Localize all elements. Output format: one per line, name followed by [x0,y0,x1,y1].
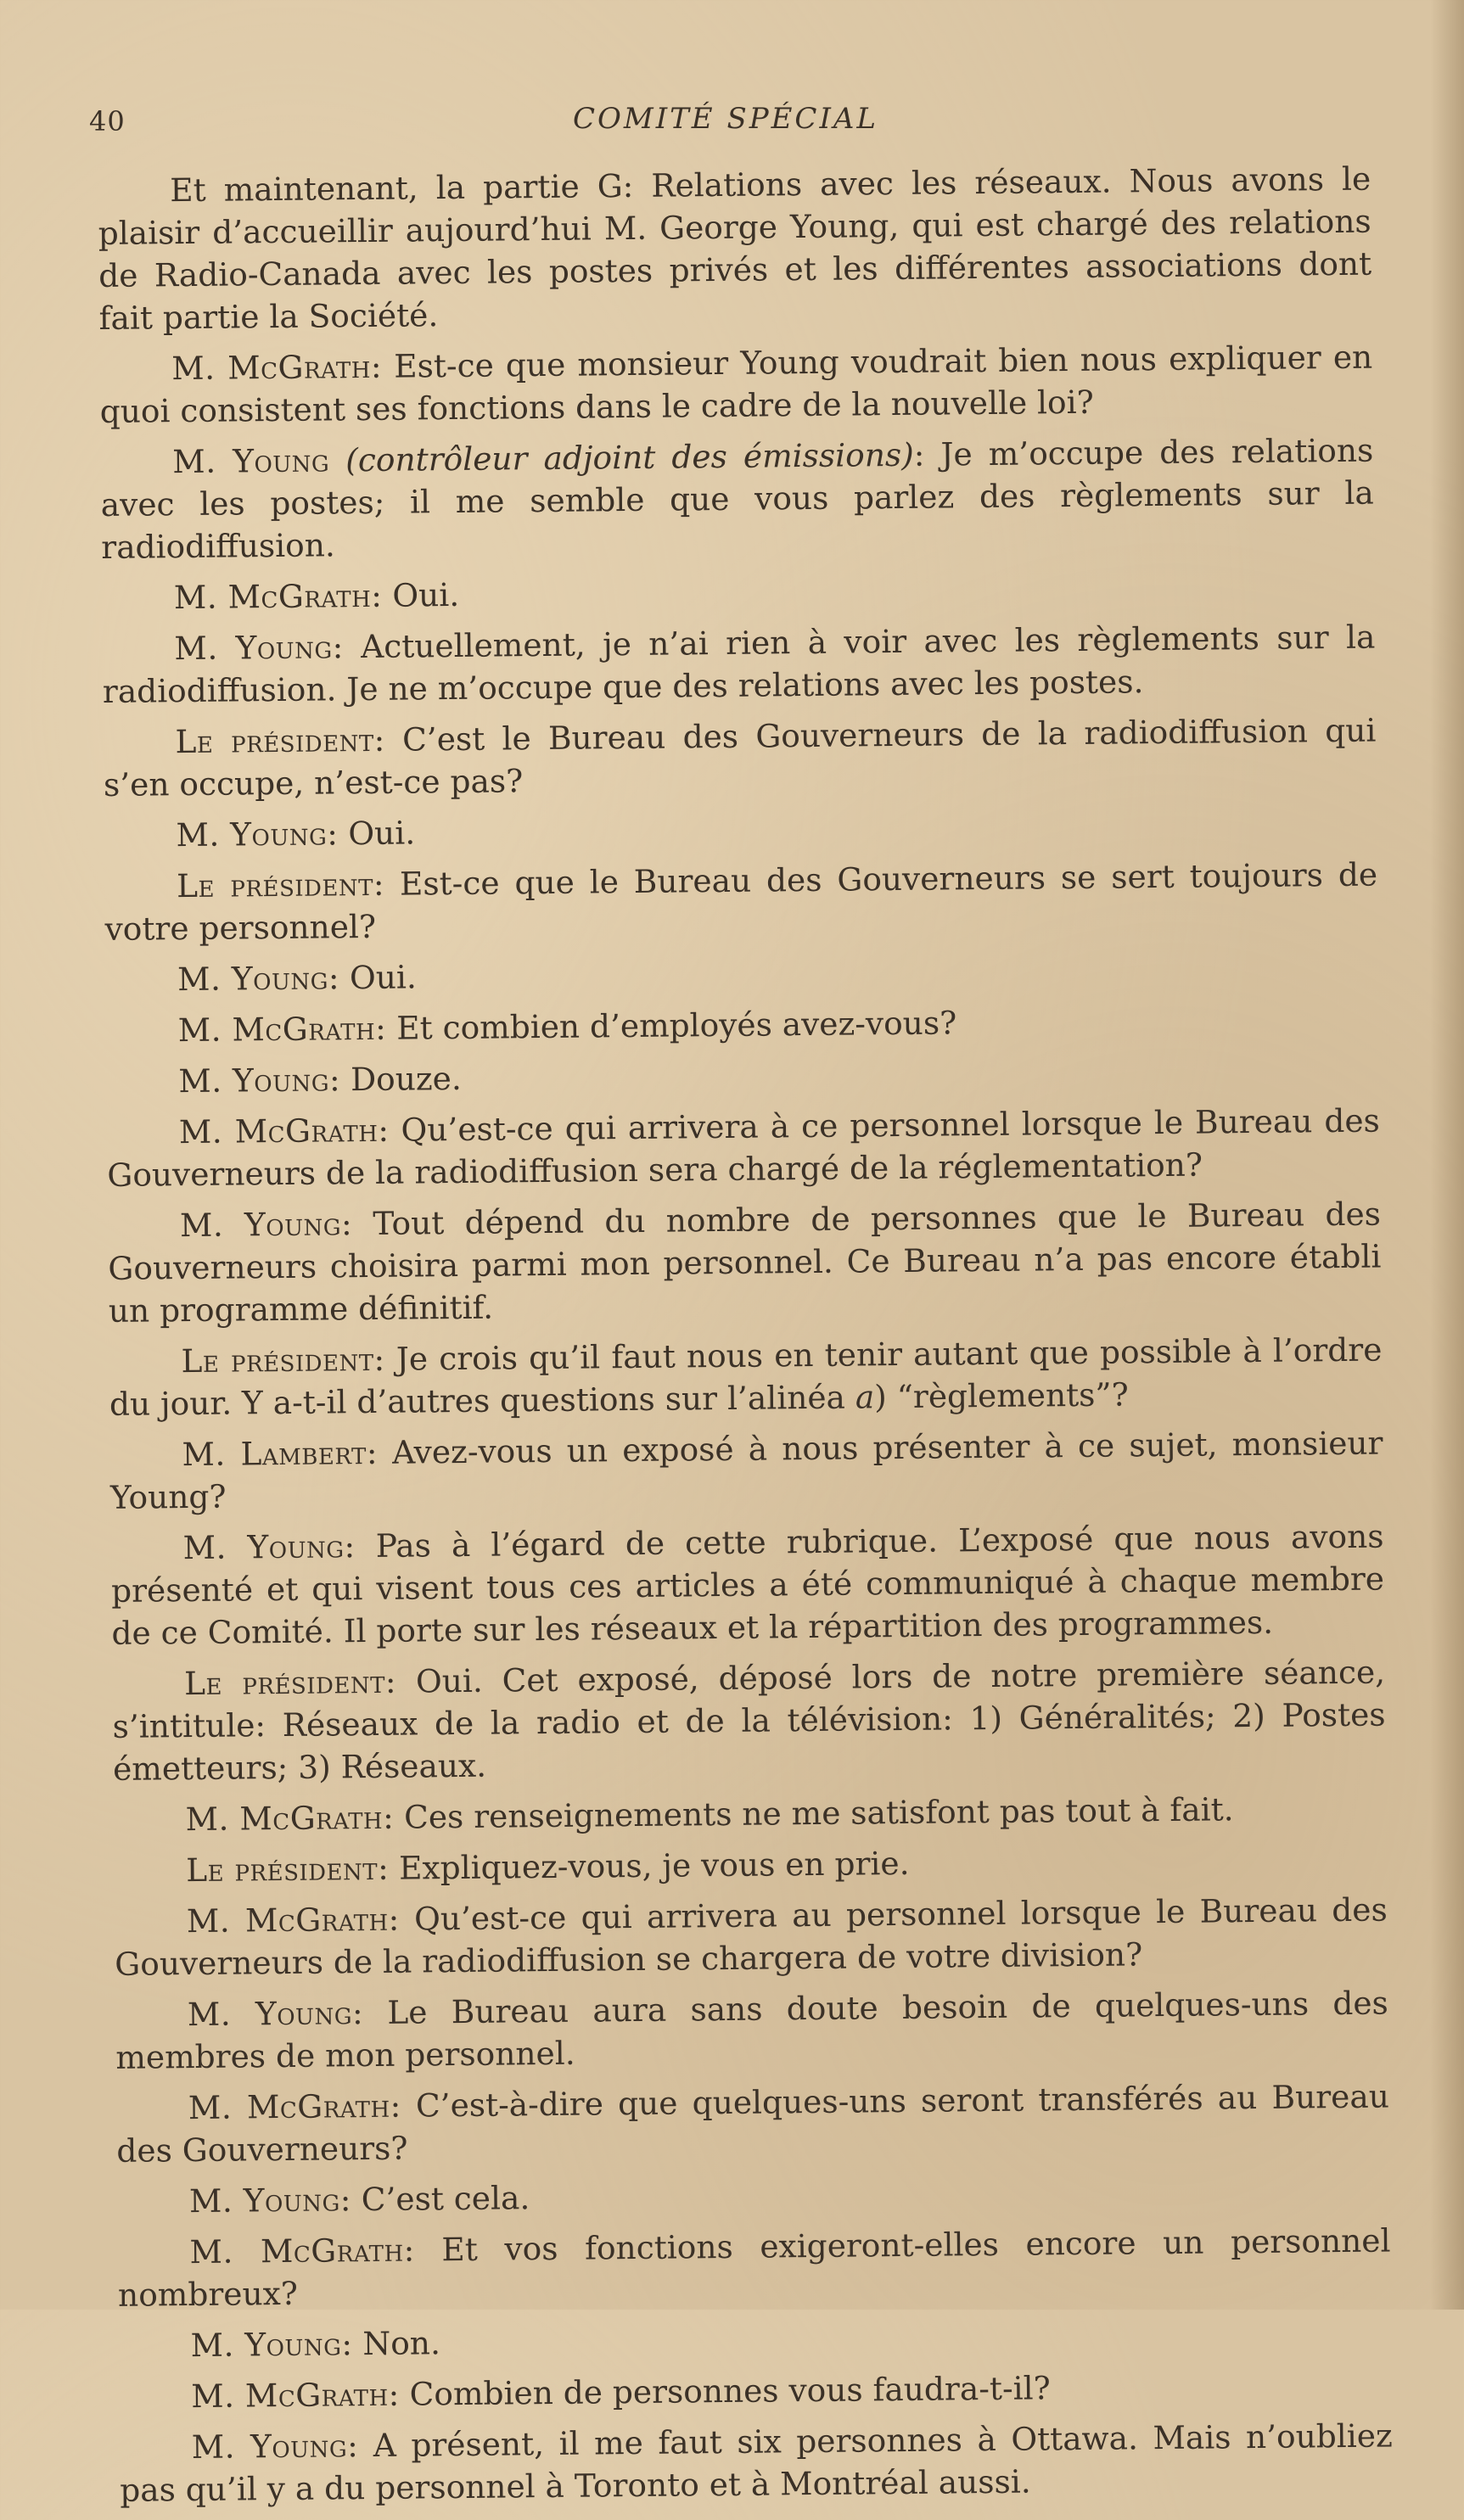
dialogue-paragraph [116,2075,1390,2171]
paragraph-text: Ces renseignements ne me satisfont pas tout à fait. [394,1790,1234,1836]
page-number: 40 [89,105,126,137]
paragraph-text: Qu’est-ce qui arrivera au personnel lorsque le Bureau des Gouverneurs de la radiodiffusion se chargera de votre division? [115,1890,1388,1983]
speaker-name: Le président: [176,865,385,905]
speaker-name: M. McGrath: [185,1798,395,1839]
paragraph-text: Non. [352,2324,441,2363]
dialogue-paragraph [115,1982,1389,2079]
speaker-name: M. McGrath: [186,1900,400,1940]
paragraph-text: Oui. [338,814,416,853]
running-head [89,95,1379,146]
paragraph-text: Le Bureau aura sans doute besoin de quelques-uns des membres de mon personnel. [115,1984,1389,2076]
paragraph-text: Oui. [339,958,417,997]
dialogue-paragraph [104,803,1377,857]
speaker-name: M. McGrath: [171,347,383,388]
speaker-name: M. Young: [178,1061,341,1100]
speaker-name: M. Young: [176,815,339,854]
speaker-name: M. Young: [174,628,344,668]
paragraph-text: Qu’est-ce qui arrivera à ce personnel lorsque le Bureau des Gouverneurs de la radiodiffusion sera chargé de la réglementation? [107,1101,1381,1194]
dialogue-paragraph [100,429,1374,568]
page-edge-shadow [1430,0,1464,2310]
dialogue-paragraph [113,1787,1386,1841]
paragraph-text: Pas à l’égard de cette rubrique. L’exposé que nous avons présenté et qui visent tous ces articles a été communiqué à chaque membre de ce Comité. Il porte sur les réseaux et la répartition des programmes. [110,1517,1385,1652]
dialogue-paragraph [109,1329,1383,1425]
dialogue-paragraph [117,2168,1390,2222]
header-title: COMITÉ SPÉCIAL [573,102,879,136]
dialogue-paragraph [106,1049,1379,1103]
speaker-name: M. Young: [187,1994,364,2034]
speaker-name: Le président: [181,1340,385,1380]
speaker-name: M. McGrath: [190,2375,400,2416]
paragraph-text: Et vos fonctions exigeront-elles encore un personnel nombreux? [117,2221,1391,2314]
speaker-name: M. Young: [179,1205,353,1245]
speaker-name: M. Lambert: [182,1433,379,1474]
paragraph-text: Je crois qu’il faut nous en tenir autant que possible à l’ordre du jour. Y a-t-il d’autres questions sur l’alinéa [109,1330,1383,1423]
paragraph-text: : Je m’occupe des relations avec les postes; il me semble que vous parlez des règlements sur la radiodiffusion. [100,431,1374,566]
paragraph-text: Combien de personnes vous faudra-t-il? [399,2369,1051,2413]
paragraph-text: C’est-à-dire que quelques-uns seront transférés au Bureau des Gouverneurs? [116,2077,1390,2170]
intro-paragraph [98,158,1372,339]
item-letter: a [855,1378,875,1416]
paragraph-text: Avez-vous un exposé à nous présenter à ce sujet, monsieur Young? [109,1424,1383,1516]
paragraph-text: Tout dépend du nombre de personnes que le Bureau des Gouverneurs choisira parmi mon personnel. Ce Bureau n’a pas encore établi un programme définitif. [108,1195,1382,1330]
paragraph-text: Et combien d’employés avez-vous? [386,1004,957,1047]
dialogue-paragraph [106,998,1379,1052]
paragraph-text: Et maintenant, la partie G: Relations avec les réseaux. Nous avons le plaisir d’accueillir aujourd’hui M. George Young, qui est chargé des relations de Radio-Canada avec les postes privés et les différentes associations dont fait partie la Société. [98,160,1372,337]
speaker-name: M. McGrath: [178,1111,390,1151]
speaker-name: M. Young: [177,959,340,999]
speaker-name: M. Young: [182,1527,356,1567]
paragraph-text: Actuellement, je n’ai rien à voir avec les règlements sur la radiodiffusion. Je ne m’occupe que des relations avec les postes. [102,618,1376,710]
dialogue-paragraph [107,1100,1381,1196]
speaker-name: M. Young: [190,2325,353,2365]
dialogue-paragraph [102,616,1376,713]
speaker-name: M. McGrath: [177,1009,387,1050]
speaker-name: M. Young: [191,2427,359,2467]
paragraph-text: A présent, il me faut six personnes à Ottawa. Mais n’oubliez pas qu’il y a du personnel à Toronto et à Montréal aussi. [120,2416,1393,2509]
dialogue-paragraph [115,1889,1388,1985]
dialogue-paragraph [120,2414,1394,2511]
transcript-body [98,158,1394,2520]
dialogue-paragraph [118,2312,1391,2366]
speaker-name: Le président: [175,720,386,761]
speaker-name: Le président: [186,1849,390,1890]
speaker-name: Le président: [183,1662,397,1703]
paragraph-text: Oui. [382,575,460,614]
dialogue-paragraph [110,1515,1384,1655]
paragraph-text: C’est cela. [351,2179,530,2219]
paragraph-text: Est-ce que le Bureau des Gouverneurs se sert toujours de votre personnel? [104,855,1378,948]
paragraph-text: Douze. [339,1059,462,1099]
speaker-name: M. Young [172,441,330,481]
speaker-name: M. McGrath: [188,2086,401,2127]
dialogue-paragraph [108,1193,1382,1332]
paragraph-text-after: ) “règlements”? [873,1375,1129,1416]
paragraph-text: Est-ce que monsieur Young voudrait bien nous expliquer en quoi consistent ses fonctions dans le cadre de la nouvelle loi? [99,338,1373,430]
dialogue-paragraph [104,854,1378,950]
paragraph-text: C’est le Bureau des Gouverneurs de la radiodiffusion qui s’en occupe, n’est-ce pas? [103,711,1377,804]
paragraph-text: Oui. Cet exposé, déposé lors de notre première séance, s’intitule: Réseaux de la radio et de la télévision: 1) Généralités; 2) Postes émetteurs; 3) Réseaux. [112,1653,1386,1788]
dialogue-paragraph [109,1422,1383,1519]
dialogue-paragraph [102,565,1375,619]
dialogue-paragraph [119,2363,1392,2417]
paragraph-text: Expliquez-vous, je vous en prie. [389,1844,910,1887]
speaker-name: M. Young: [188,2181,352,2220]
dialogue-paragraph [105,947,1378,1001]
speaker-name: M. McGrath: [189,2231,416,2271]
speaker-name: M. McGrath: [173,576,383,617]
dialogue-paragraph [103,709,1377,806]
dialogue-paragraph [117,2219,1391,2316]
dialogue-paragraph [112,1651,1386,1790]
speaker-role: (contrôleur adjoint des émissions) [328,435,914,479]
dialogue-paragraph [114,1838,1387,1892]
dialogue-paragraph [99,336,1373,433]
